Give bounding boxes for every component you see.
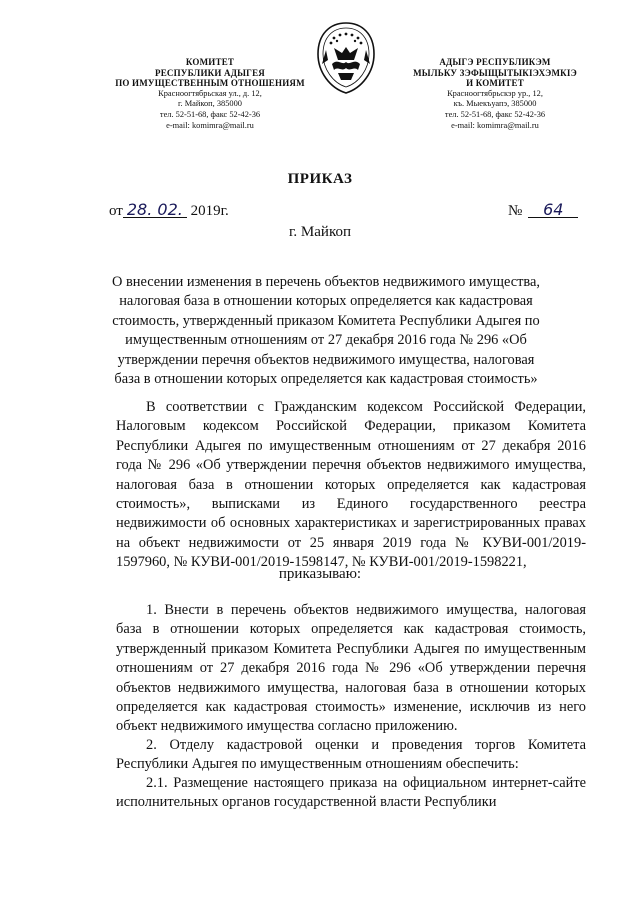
document-title: ПРИКАЗ [287, 171, 353, 187]
preamble-paragraph: В соответствии с Гражданским кодексом Российской Федерации, Налоговым кодексом Российской Федерации, приказом Комитета Республики Адыгея по имущественным отношениям от 27 декабря 2016 года № 296 «Об утверждении перечня объектов недвижимого имущества, налоговая база в отношении которых определяется как кадастровая стоимость», выписками из Единого государственного реестра недвижимости об основных характеристиках и зарегистрированных правах на объект недвижимости от 25 января 2019 года № КУВИ-001/2019-1597960, № КУВИ-001/2019-1598147, № КУВИ-001/2019-1598221, [116, 399, 586, 571]
org-name-line3: ПО ИМУЩЕСТВЕННЫМ ОТНОШЕНИЯМ [115, 78, 305, 89]
order-word: приказываю: [278, 566, 362, 582]
item-2-paragraph: 2. Отделу кадастровой оценки и проведения торгов Комитета Республики Адыгея по имущественным отношениям обеспечить: [116, 737, 586, 773]
number-sign: № [508, 203, 523, 219]
address-line2: г. Майкоп, 385000 [178, 99, 242, 109]
handwritten-date: 28. 02. [123, 202, 187, 218]
handwritten-number: 64 [528, 202, 578, 218]
order-number [508, 202, 578, 220]
org-name-line3: И КОМИТЕТ [466, 78, 524, 89]
phone-line: тел. 52-51-68, факс 52-42-36 [159, 109, 261, 119]
address-line1: Красноогтябрьскэр ур., 12, [447, 88, 543, 98]
header-left [100, 57, 320, 131]
email-line: e-mail: komimra@mail.ru [166, 120, 254, 130]
order-subject: О внесении изменения в перечень объектов недвижимого имущества, налоговая база в отношении которых определяется как кадастровая стоимость, утвержденный приказом Комитета Республики Адыгея по имущественным отношениям от 27 декабря 2016 года № 296 «Об утверждении перечня объектов недвижимого имущества, налоговая база в отношении которых определяется как кадастровая стоимость» [111, 274, 541, 388]
coat-of-arms-icon [312, 20, 380, 96]
order-date [109, 202, 229, 220]
phone-line: тел. 52-51-68, факс 52-42-36 [444, 109, 546, 119]
org-name-line1: АДЫГЭ РЕСПУБЛИКЭМ [439, 57, 551, 67]
address-line2: къ. Мыекъуапэ, 385000 [453, 99, 537, 109]
org-name-line2: МЫЛЬКУ ЗЭФЫЩЫТЫКIЭХЭМКIЭ [413, 67, 577, 78]
org-name-line2: РЕСПУБЛИКИ АДЫГЕЯ [155, 67, 265, 78]
item-2-1-paragraph: 2.1. Размещение настоящего приказа на официальном интернет-сайте исполнительных органов государственной власти Республики [116, 775, 586, 811]
address-line1: Красноогтябрьская ул., д. 12, [158, 88, 262, 98]
org-name-line1: КОМИТЕТ [185, 57, 235, 67]
city-name: г. Майкоп [288, 224, 352, 240]
header-right [400, 57, 590, 131]
item-1-paragraph: 1. Внести в перечень объектов недвижимого имущества, налоговая база в отношении которых определяется как кадастровая стоимость, утвержденный приказом Комитета Республики Адыгея по имущественным отношениям от 27 декабря 2016 года № 296 «Об утверждении перечня объектов недвижимого имущества, налоговая база в отношении которых определяется как кадастровая стоимость» изменение, исключив из него объект недвижимого имущества согласно приложению. [116, 602, 586, 735]
date-year: 2019г. [190, 203, 229, 219]
date-prefix: от [109, 203, 123, 219]
email-line: e-mail: komimra@mail.ru [451, 120, 539, 130]
